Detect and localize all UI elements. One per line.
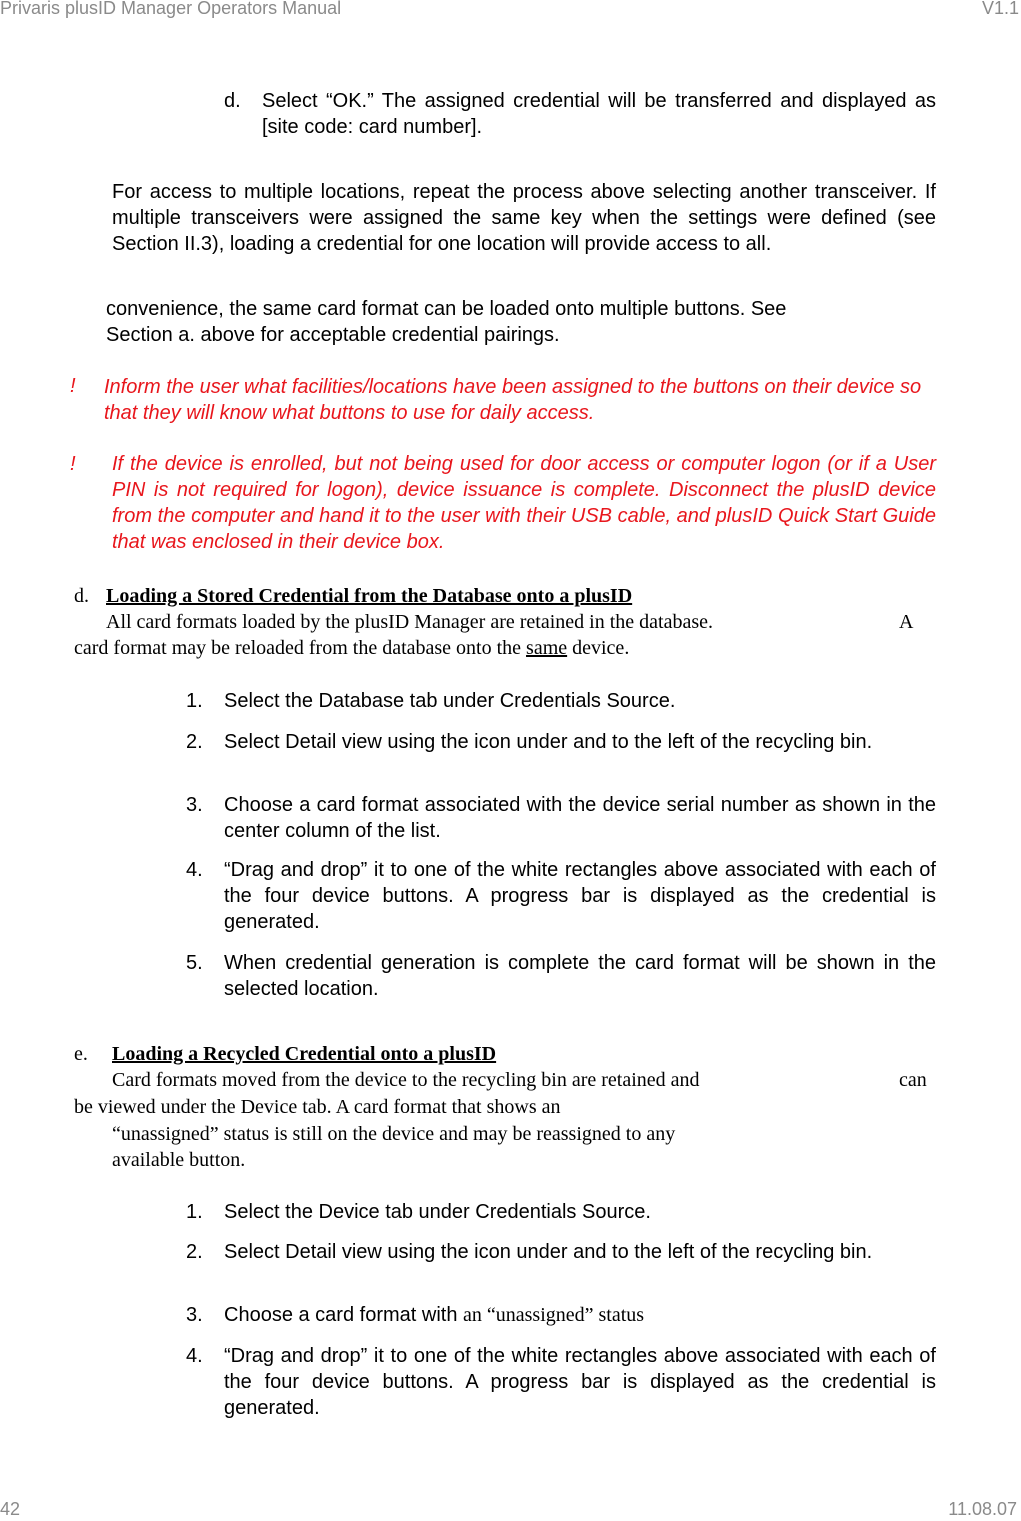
step-number: 4. <box>186 1345 203 1367</box>
section-e-body-line3: “unassigned” status is still on the device and may be reassigned to any <box>112 1123 676 1145</box>
step-number: 1. <box>186 690 203 712</box>
footer-date: 11.08.07 <box>948 1499 1017 1519</box>
step-text-serif: an “unassigned” status <box>463 1304 645 1326</box>
step-number: 3. <box>186 794 203 816</box>
section-d-body-line2-underlined: same <box>526 637 568 659</box>
step-number: 2. <box>186 731 203 753</box>
list-item <box>186 1343 936 1421</box>
list-item <box>186 1199 936 1225</box>
step-text: Select Detail view using the icon under and to the left of the recycling bin. <box>224 731 873 753</box>
step-text: Select the Device tab under Credentials Source. <box>224 1201 651 1223</box>
header-title: Privaris plusID Manager Operators Manual <box>0 0 342 18</box>
section-d-body-line1: All card formats loaded by the plusID Manager are retained in the database. <box>106 611 713 633</box>
note-1-warning-icon: ! <box>70 375 76 397</box>
paragraph-multiple-locations: For access to multiple locations, repeat the process above selecting another transceiver. If multiple transceivers were assigned the same key when the settings were defined (see Section II.3), loading a credential for one location will provide access to all. <box>112 181 936 255</box>
section-e-body-line1-tail: can <box>899 1069 927 1091</box>
step-number: 1. <box>186 1201 203 1223</box>
list-item <box>186 1302 936 1328</box>
header-version: V1.1 <box>981 0 1019 18</box>
step-text-sans: Choose a card format with <box>224 1304 463 1326</box>
step-text: “Drag and drop” it to one of the white rectangles above associated with each of the four device buttons. A progress bar is displayed as the credential is generated. <box>224 859 936 933</box>
note-2-text: If the device is enrolled, but not being used for door access or computer logon (or if a User PIN is not required for logon), device issuance is complete. Disconnect the plusID device from the computer and hand it to the user with their USB cable, and plusID Quick Start Guide that was enclosed in their device box. <box>112 453 936 553</box>
section-e-marker: e. <box>74 1043 88 1065</box>
step-d-marker: d. <box>224 90 241 112</box>
step-number: 4. <box>186 859 203 881</box>
step-number: 5. <box>186 952 203 974</box>
section-d-body-line2-post: device. <box>567 637 630 659</box>
footer-page-number: 42 <box>0 1499 21 1519</box>
step-text: When credential generation is complete the card format will be shown in the selected location. <box>224 952 936 1000</box>
list-item <box>186 729 936 755</box>
list-item <box>186 857 936 935</box>
section-d-marker: d. <box>74 585 89 607</box>
paragraph-convenience-line1: convenience, the same card format can be loaded onto multiple buttons. See <box>106 298 787 320</box>
section-d-body-line1-tail: A <box>899 611 914 633</box>
section-d-heading: Loading a Stored Credential from the Database onto a plusID <box>106 585 633 607</box>
section-d-body-line2-pre: card format may be reloaded from the database onto the <box>74 637 527 659</box>
step-text: “Drag and drop” it to one of the white rectangles above associated with each of the four device buttons. A progress bar is displayed as the credential is generated. <box>224 1345 936 1419</box>
step-text: Select the Database tab under Credentials Source. <box>224 690 676 712</box>
step-number: 3. <box>186 1304 203 1326</box>
step-number: 2. <box>186 1241 203 1263</box>
section-e-body-line4: available button. <box>112 1149 246 1171</box>
list-item <box>186 688 936 714</box>
step-text: Select Detail view using the icon under and to the left of the recycling bin. <box>224 1241 873 1263</box>
note-2-warning-icon: ! <box>70 453 76 475</box>
paragraph-convenience-line2: Section a. above for acceptable credential pairings. <box>106 324 560 346</box>
section-e-heading: Loading a Recycled Credential onto a plusID <box>112 1043 497 1065</box>
section-d-body-line2 <box>74 635 629 661</box>
section-e-body-line2: be viewed under the Device tab. A card format that shows an <box>74 1096 561 1118</box>
note-1-text <box>104 374 938 426</box>
step-d-text: Select “OK.” The assigned credential will be transferred and displayed as [site code: card number]. <box>262 90 936 138</box>
list-item <box>186 950 936 1002</box>
list-item <box>186 1239 936 1265</box>
note-1-content: Inform the user what facilities/locations have been assigned to the buttons on their device so that they will know what buttons to use for daily access. <box>104 376 922 424</box>
step-text: Choose a card format associated with the device serial number as shown in the center column of the list. <box>224 794 936 842</box>
section-e-body-line1: Card formats moved from the device to the recycling bin are retained and <box>112 1069 700 1091</box>
list-item <box>186 792 936 844</box>
step-text <box>224 1302 936 1328</box>
step-d <box>224 88 936 140</box>
